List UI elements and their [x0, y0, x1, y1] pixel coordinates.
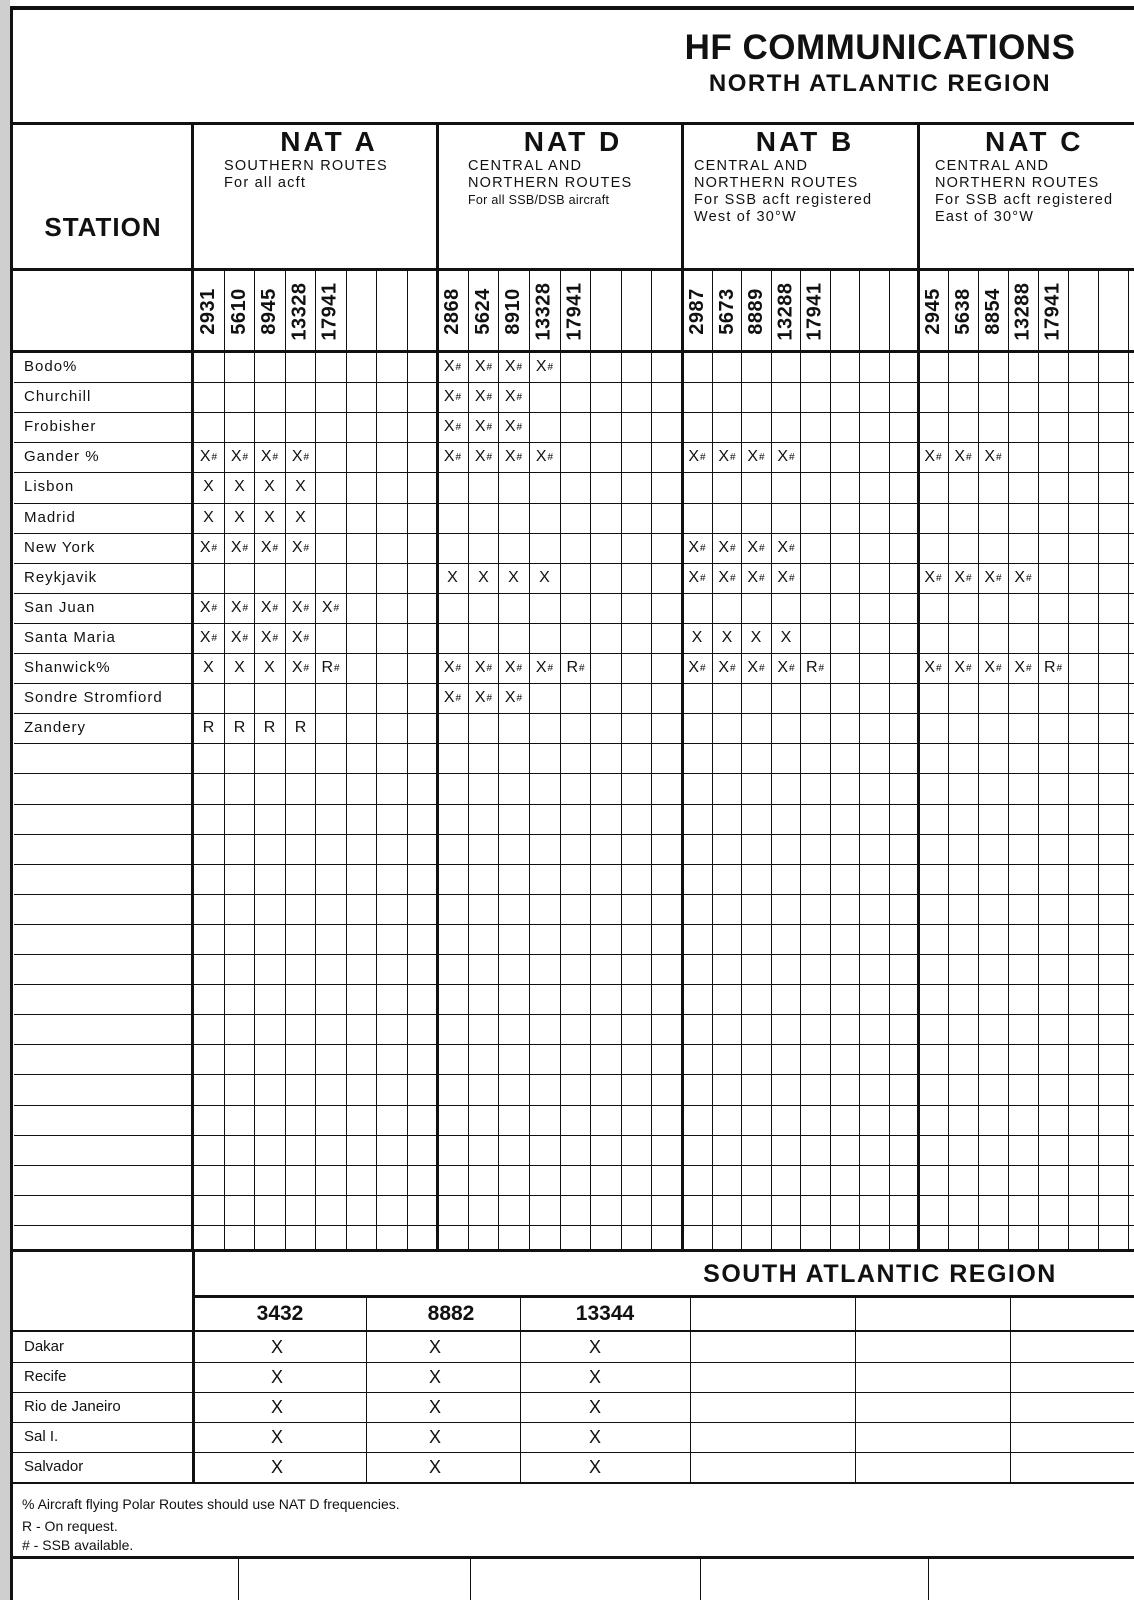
note-request: R - On request.: [22, 1518, 118, 1534]
nat-d-desc2: NORTHERN ROUTES: [468, 175, 633, 191]
availability-mark: X: [780, 629, 792, 646]
sa-availability-mark: X: [428, 1367, 441, 1387]
frequency-label: [315, 272, 346, 350]
grid-row-line: [14, 864, 1134, 865]
availability-mark: X #: [688, 569, 706, 586]
availability-mark: X #: [718, 539, 736, 556]
sa-station-name: Dakar: [24, 1338, 65, 1355]
frequency-value: 2945: [921, 287, 944, 335]
footer-col-line: [470, 1558, 471, 1600]
station-name: Lisbon: [24, 478, 75, 495]
availability-mark: X #: [443, 358, 462, 375]
nat-a-desc2: For all acft: [224, 175, 307, 191]
availability-mark: X #: [260, 629, 279, 646]
frequency-value: 5624: [472, 287, 494, 335]
availability-mark: X: [478, 569, 489, 586]
grid-row-line: [14, 623, 1134, 624]
nat-a-name: NAT A: [280, 126, 378, 157]
grid-col-line: [285, 268, 286, 1250]
availability-mark: X #: [474, 388, 493, 405]
station-name: Zandery: [24, 719, 87, 736]
nat-a-desc1: SOUTHERN ROUTES: [224, 158, 388, 174]
availability-mark: X: [264, 478, 275, 495]
nat-b-desc2: NORTHERN ROUTES: [694, 175, 859, 191]
availability-mark: X #: [777, 659, 795, 676]
availability-mark: X: [234, 478, 245, 495]
grid-row-line: [14, 1225, 1134, 1226]
availability-mark: X #: [535, 448, 554, 465]
sa-freq-2: 8882: [427, 1302, 475, 1325]
nat-d-desc3: For all SSB/DSB aircraft: [468, 193, 610, 207]
availability-mark: X #: [535, 358, 554, 375]
frequency-value: 8945: [258, 287, 280, 335]
availability-mark: X #: [1014, 659, 1032, 676]
availability-mark: X #: [688, 539, 706, 556]
grid-row-line: [14, 894, 1134, 895]
frequency-label: [529, 272, 560, 350]
sa-freq-1: 3432: [256, 1302, 304, 1325]
sa-availability-mark: X: [270, 1367, 283, 1387]
availability-mark: X #: [474, 659, 493, 676]
nat-c-header: [935, 126, 1134, 270]
availability-mark: X #: [443, 659, 462, 676]
station-name: Gander %: [24, 448, 100, 465]
nat-b-desc3: For SSB acft registered: [694, 192, 873, 208]
nat-c-name: NAT C: [985, 126, 1084, 157]
frequency-value: 8854: [981, 287, 1004, 335]
station-name: New York: [24, 539, 96, 556]
frequency-value: 13328: [533, 281, 555, 341]
nat-b-desc4: West of 30°W: [694, 209, 797, 225]
sa-availability-mark: X: [588, 1457, 601, 1477]
nat-d-header: [468, 126, 678, 270]
availability-mark: X: [264, 509, 275, 526]
nat-b-name: NAT B: [755, 126, 855, 157]
availability-mark: X #: [954, 569, 972, 586]
grid-row-line: [14, 412, 1134, 413]
frequency-label: [468, 272, 499, 350]
availability-mark: X #: [954, 448, 972, 465]
availability-mark: R #: [566, 659, 585, 676]
sa-col-line: [366, 1298, 367, 1484]
availability-mark: X #: [443, 448, 462, 465]
availability-mark: X #: [443, 418, 462, 435]
grid-row-line: [14, 743, 1134, 744]
availability-mark: X: [203, 659, 214, 676]
grid-row-line: [14, 834, 1134, 835]
grid-row-line: [14, 472, 1134, 473]
sa-availability-mark: X: [428, 1457, 441, 1477]
sa-availability-mark: X: [428, 1337, 441, 1357]
sa-col-line: [690, 1298, 691, 1484]
sa-row-line: [12, 1452, 1134, 1453]
availability-mark: X #: [924, 659, 942, 676]
frequency-value: 13288: [1011, 281, 1034, 341]
availability-mark: X: [234, 659, 245, 676]
station-name: Madrid: [24, 509, 76, 526]
availability-mark: X #: [688, 659, 706, 676]
sa-availability-mark: X: [428, 1397, 441, 1417]
grid-row-line: [14, 954, 1134, 955]
grid-col-line: [224, 268, 225, 1250]
nat-c-desc1: CENTRAL AND: [935, 158, 1050, 174]
availability-mark: X: [295, 478, 306, 495]
frequency-value: 8910: [502, 287, 524, 335]
frequency-value: 17941: [803, 281, 826, 341]
availability-mark: X: [295, 509, 306, 526]
availability-mark: X #: [777, 539, 795, 556]
availability-mark: X #: [924, 448, 942, 465]
availability-mark: X #: [747, 659, 765, 676]
frequency-label: [918, 272, 948, 350]
availability-mark: X #: [199, 629, 218, 646]
frequency-label: [712, 272, 742, 350]
availability-mark: X #: [230, 599, 249, 616]
grid-col-line: [1128, 268, 1129, 1250]
availability-mark: R: [263, 719, 276, 736]
frequency-label: [498, 272, 529, 350]
availability-mark: X #: [718, 659, 736, 676]
frequency-label: [254, 272, 285, 350]
availability-mark: X #: [777, 448, 795, 465]
availability-mark: X: [264, 659, 275, 676]
availability-mark: X #: [777, 569, 795, 586]
grid-row-line: [14, 533, 1134, 534]
grid-row-line: [14, 1014, 1134, 1015]
sa-availability-mark: X: [588, 1397, 601, 1417]
availability-mark: X #: [1014, 569, 1032, 586]
grid-col-line: [741, 268, 742, 1250]
notes-bottom: [12, 1556, 1134, 1559]
sa-availability-mark: X: [428, 1427, 441, 1447]
grid-col-line: [978, 268, 979, 1250]
frequency-label: [978, 272, 1008, 350]
frequency-label: [285, 272, 316, 350]
grid-row-line: [14, 503, 1134, 504]
grid-col-line: [830, 268, 831, 1250]
frequency-label: [224, 272, 255, 350]
grid-col-line: [590, 268, 591, 1250]
footer-col-line: [928, 1558, 929, 1600]
availability-mark: X #: [984, 659, 1002, 676]
availability-mark: X: [508, 569, 519, 586]
frequency-label: [800, 272, 830, 350]
availability-mark: X #: [954, 659, 972, 676]
sa-availability-mark: X: [270, 1397, 283, 1417]
nat-c-desc4: East of 30°W: [935, 209, 1035, 225]
availability-mark: X #: [199, 539, 218, 556]
availability-mark: X #: [230, 539, 249, 556]
availability-mark: X #: [199, 448, 218, 465]
frequency-value: 5638: [951, 287, 974, 335]
availability-mark: X #: [747, 448, 765, 465]
frequency-value: 2931: [197, 287, 219, 335]
note-ssb: # - SSB available.: [22, 1537, 134, 1553]
availability-mark: R: [294, 719, 307, 736]
grid-row-line: [14, 984, 1134, 985]
sa-station-name: Salvador: [24, 1458, 84, 1475]
sa-availability-mark: X: [270, 1427, 283, 1447]
nat-d-name: NAT D: [523, 126, 623, 157]
sa-availability-mark: X: [588, 1367, 601, 1387]
sa-table-bottom: [12, 1482, 1134, 1484]
frequency-label: [1008, 272, 1038, 350]
frequency-value: 13288: [774, 281, 797, 341]
note-polar: % Aircraft flying Polar Routes should use NAT D frequencies.: [22, 1496, 400, 1512]
availability-mark: X: [721, 629, 733, 646]
availability-mark: R: [202, 719, 215, 736]
availability-mark: X #: [321, 599, 340, 616]
grid-col-line: [712, 268, 713, 1250]
availability-mark: X #: [199, 599, 218, 616]
grid-col-line: [407, 268, 408, 1250]
footer-col-line: [238, 1558, 239, 1600]
availability-mark: X #: [230, 448, 249, 465]
sa-row-line: [12, 1392, 1134, 1393]
grid-col-line: [1068, 268, 1069, 1250]
grid-col-line: [560, 268, 561, 1250]
frequency-value: 5673: [715, 287, 738, 335]
station-name: Frobisher: [24, 418, 97, 435]
frequency-value: 17941: [564, 281, 586, 341]
grid-row-line: [14, 773, 1134, 774]
sa-col-line: [520, 1298, 521, 1484]
grid-row-line: [14, 924, 1134, 925]
availability-mark: X #: [260, 539, 279, 556]
sa-station-name: Rio de Janeiro: [24, 1398, 121, 1415]
frequency-label: [682, 272, 712, 350]
availability-mark: X #: [504, 689, 523, 706]
page-title: [640, 28, 1120, 98]
frequency-label: [948, 272, 978, 350]
grid-col-line: [859, 268, 860, 1250]
nat-c-desc2: NORTHERN ROUTES: [935, 175, 1100, 191]
availability-mark: X #: [230, 629, 249, 646]
sa-availability-mark: X: [270, 1337, 283, 1357]
page-edge-shadow: [0, 0, 10, 1600]
grid-row-line: [14, 593, 1134, 594]
grid-col-line: [1008, 268, 1009, 1250]
frequency-value: 5610: [228, 287, 250, 335]
sa-row-line: [12, 1362, 1134, 1363]
nat-a-header: [224, 126, 434, 270]
sa-station-name: Recife: [24, 1368, 67, 1385]
south-atlantic-title: SOUTH ATLANTIC REGION: [703, 1260, 1057, 1288]
frequency-value: 17941: [319, 281, 341, 341]
grid-row-line: [14, 1135, 1134, 1136]
grid-col-line: [346, 268, 347, 1250]
availability-mark: R #: [805, 659, 825, 676]
grid-row-line: [14, 713, 1134, 714]
availability-mark: X #: [291, 629, 310, 646]
availability-mark: X #: [291, 659, 310, 676]
grid-row-line: [14, 804, 1134, 805]
grid-row-line: [14, 382, 1134, 383]
availability-mark: X #: [260, 448, 279, 465]
sa-col-line: [855, 1298, 856, 1484]
nat-b-header: [694, 126, 916, 270]
grid-col-line: [1038, 268, 1039, 1250]
availability-mark: X #: [443, 388, 462, 405]
availability-mark: X #: [504, 388, 523, 405]
frequency-label: [771, 272, 801, 350]
north-atlantic-bottom: [12, 1249, 1134, 1252]
availability-mark: X #: [688, 448, 706, 465]
grid-col-line: [771, 268, 772, 1250]
sa-station-name: Sal I.: [24, 1428, 59, 1445]
availability-mark: X #: [504, 448, 523, 465]
station-name: Churchill: [24, 388, 92, 405]
availability-mark: X #: [924, 569, 942, 586]
availability-mark: X #: [747, 539, 765, 556]
availability-mark: X #: [984, 448, 1002, 465]
grid-col-line: [621, 268, 622, 1250]
station-name: Bodo%: [24, 358, 78, 375]
availability-mark: X #: [718, 569, 736, 586]
station-name: Sondre Stromfiord: [24, 689, 163, 706]
title-main: HF COMMUNICATIONS: [684, 28, 1076, 67]
grid-row-line: [14, 683, 1134, 684]
sa-availability-mark: X: [588, 1337, 601, 1357]
nat-d-desc1: CENTRAL AND: [468, 158, 583, 174]
grid-col-line: [1098, 268, 1099, 1250]
availability-mark: X #: [291, 599, 310, 616]
frequency-label: [193, 272, 224, 350]
station-name: Santa Maria: [24, 629, 116, 646]
sa-row-line: [12, 1422, 1134, 1423]
nat-b-desc1: CENTRAL AND: [694, 158, 809, 174]
frequency-value: 2868: [441, 287, 463, 335]
frequency-label: [437, 272, 468, 350]
availability-mark: X: [234, 509, 245, 526]
grid-row-line: [14, 1044, 1134, 1045]
availability-mark: X #: [474, 358, 493, 375]
availability-mark: X #: [504, 358, 523, 375]
frequency-value: 13328: [289, 281, 311, 341]
grid-col-line: [651, 268, 652, 1250]
grid-col-line: [254, 268, 255, 1250]
grid-row-line: [14, 1074, 1134, 1075]
availability-mark: X #: [291, 539, 310, 556]
sa-col-line: [1010, 1298, 1011, 1484]
grid-col-line: [315, 268, 316, 1250]
nat-c-desc3: For SSB acft registered: [935, 192, 1114, 208]
availability-mark: R: [233, 719, 246, 736]
availability-mark: X #: [747, 569, 765, 586]
availability-mark: X #: [535, 659, 554, 676]
availability-mark: X #: [291, 448, 310, 465]
sa-col-line: [192, 1249, 195, 1484]
availability-mark: R #: [321, 659, 340, 676]
station-name: Shanwick%: [24, 659, 111, 676]
grid-row-line: [14, 1195, 1134, 1196]
station-name: Reykjavik: [24, 569, 98, 586]
grid-row-line: [14, 1105, 1134, 1106]
availability-mark: X #: [474, 689, 493, 706]
availability-mark: X #: [504, 659, 523, 676]
station-name: San Juan: [24, 599, 96, 616]
frequency-row-bottom: [12, 350, 1134, 353]
availability-mark: X #: [474, 448, 493, 465]
grid-col-line: [889, 268, 890, 1250]
grid-col-line: [948, 268, 949, 1250]
availability-mark: X: [691, 629, 703, 646]
frequency-label: [741, 272, 771, 350]
grid-col-line: [800, 268, 801, 1250]
frequency-label: [1038, 272, 1068, 350]
frequency-value: 8889: [744, 287, 767, 335]
availability-mark: X: [539, 569, 550, 586]
sa-title-bottom: [192, 1295, 1134, 1298]
availability-mark: X: [447, 569, 458, 586]
sa-availability-mark: X: [588, 1427, 601, 1447]
availability-mark: X #: [984, 569, 1002, 586]
grid-col-line: [376, 268, 377, 1250]
sa-availability-mark: X: [270, 1457, 283, 1477]
availability-mark: X #: [474, 418, 493, 435]
footer-col-line: [700, 1558, 701, 1600]
station-column-header: STATION: [44, 211, 162, 242]
availability-mark: X: [203, 509, 214, 526]
availability-mark: X #: [504, 418, 523, 435]
frequency-value: 17941: [1041, 281, 1064, 341]
frequency-label: [560, 272, 591, 350]
availability-mark: R #: [1043, 659, 1063, 676]
availability-mark: X #: [260, 599, 279, 616]
grid-col-line: [529, 268, 530, 1250]
availability-mark: X: [203, 478, 214, 495]
availability-mark: X #: [718, 448, 736, 465]
sa-freq-3: 13344: [575, 1302, 635, 1325]
frequency-value: 2987: [685, 287, 708, 335]
availability-mark: X #: [443, 689, 462, 706]
sa-freq-bottom: [12, 1330, 1134, 1332]
grid-row-line: [14, 1165, 1134, 1166]
title-region: NORTH ATLANTIC REGION: [708, 70, 1052, 97]
availability-mark: X: [750, 629, 762, 646]
